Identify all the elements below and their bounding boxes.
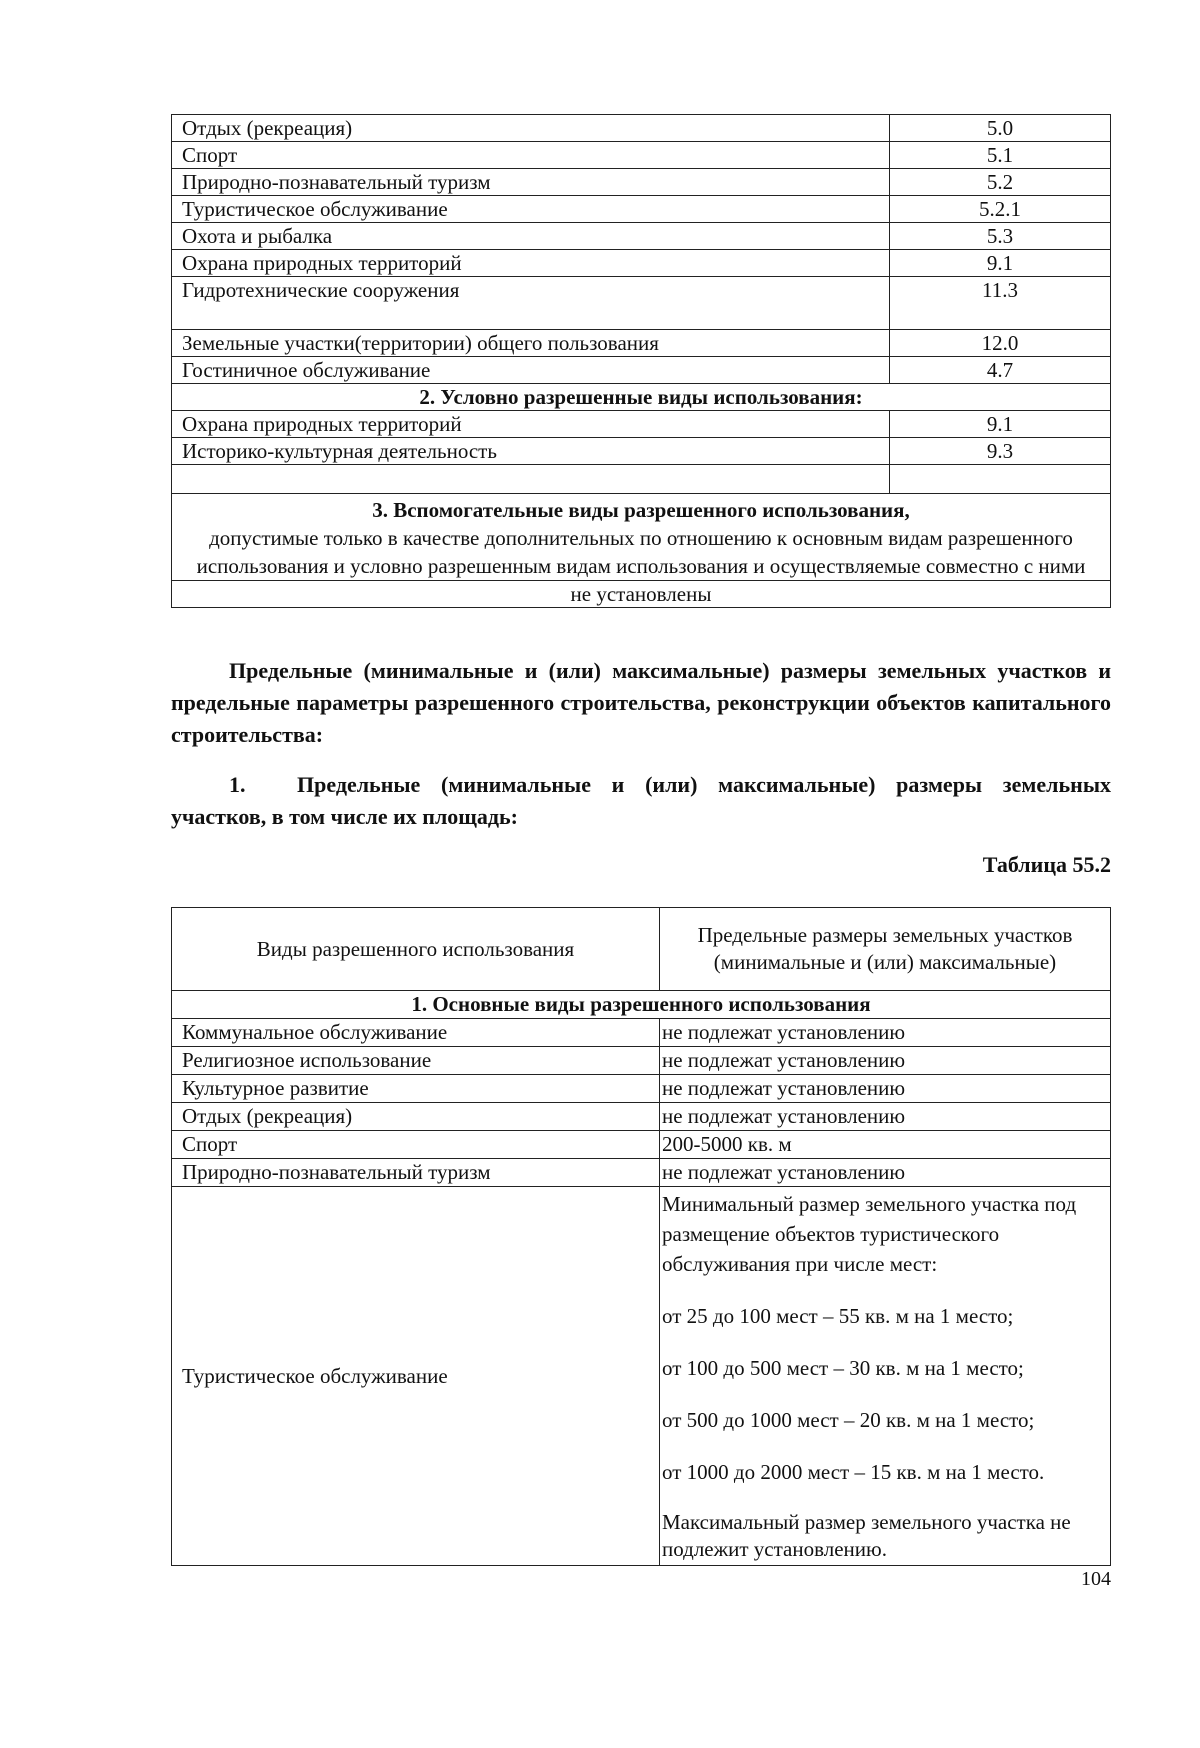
table-row (172, 1075, 1111, 1103)
use-name: Туристическое обслуживание (172, 196, 890, 223)
use-code: 5.3 (890, 223, 1111, 250)
tourism-name: Туристическое обслуживание (172, 1187, 660, 1566)
use-name: Земельные участки(территории) общего пользования (172, 330, 890, 357)
plot-size-table (171, 907, 1111, 1566)
tourism-line: от 1000 до 2000 мест – 15 кв. м на 1 место. (662, 1460, 1045, 1484)
table-row (172, 277, 1111, 330)
section-2-heading: 2. Условно разрешенные виды использования: (172, 384, 1111, 411)
permitted-uses-table (171, 114, 1111, 608)
limits-item-1 (171, 769, 1111, 833)
table-row (172, 223, 1111, 250)
use-code: 5.0 (890, 115, 1111, 142)
use-code: 4.7 (890, 357, 1111, 384)
plot-size-value: 200-5000 кв. м (660, 1131, 1111, 1159)
use-name: Спорт (172, 1131, 660, 1159)
use-code: 9.3 (890, 438, 1111, 465)
table-row (172, 330, 1111, 357)
use-name: Охрана природных территорий (172, 411, 890, 438)
use-code: 9.1 (890, 250, 1111, 277)
use-name: Культурное развитие (172, 1075, 660, 1103)
section-3-description: допустимые только в качестве дополнительных по отношению к основным видам разрешенного использования и условно разрешенным видам использования и осуществляемые совместно с ними (196, 526, 1086, 578)
use-code: 12.0 (890, 330, 1111, 357)
tourism-line: Минимальный размер земельного участка под размещение объектов туристического обслуживания при числе мест: (662, 1192, 1077, 1276)
table-row (172, 142, 1111, 169)
use-code: 5.1 (890, 142, 1111, 169)
empty-cell (172, 465, 890, 494)
limits-paragraph: Предельные (минимальные и (или) максимальные) размеры земельных участков и предельные параметры разрешенного строительства, реконструкции объектов капитального строительства: (171, 658, 1111, 747)
table-row (172, 411, 1111, 438)
table-row (172, 438, 1111, 465)
use-code: 5.2.1 (890, 196, 1111, 223)
use-code: 11.3 (890, 277, 1111, 330)
header-use-type: Виды разрешенного использования (172, 908, 660, 991)
table-row (172, 196, 1111, 223)
use-name: Отдых (рекреация) (172, 115, 890, 142)
use-name: Спорт (172, 142, 890, 169)
table-row (172, 250, 1111, 277)
use-name: Коммунальное обслуживание (172, 1019, 660, 1047)
plot-size-value: не подлежат установлению (660, 1159, 1111, 1187)
section-3-cell (172, 494, 1111, 581)
use-name: Отдых (рекреация) (172, 1103, 660, 1131)
tourism-line: Максимальный размер земельного участка не подлежит установлению. (662, 1510, 1071, 1561)
table-row (172, 169, 1111, 196)
tourism-line: от 500 до 1000 мест – 20 кв. м на 1 место; (662, 1408, 1035, 1432)
section-3-heading: 3. Вспомогательные виды разрешенного использования, (372, 498, 910, 522)
use-name: Историко-культурная деятельность (172, 438, 890, 465)
plot-size-value: не подлежат установлению (660, 1019, 1111, 1047)
use-code: 5.2 (890, 169, 1111, 196)
item-number: 1. (229, 772, 246, 797)
table-row (172, 1047, 1111, 1075)
tourism-line: от 25 до 100 мест – 55 кв. м на 1 место; (662, 1304, 1014, 1328)
table-caption: Таблица 55.2 (982, 852, 1111, 877)
use-name: Религиозное использование (172, 1047, 660, 1075)
page-number: 104 (1081, 1568, 1111, 1590)
table-row (172, 1019, 1111, 1047)
use-name: Охота и рыбалка (172, 223, 890, 250)
use-name: Природно-познавательный туризм (172, 169, 890, 196)
use-code: 9.1 (890, 411, 1111, 438)
empty-cell (890, 465, 1111, 494)
use-name: Гидротехнические сооружения (172, 277, 890, 330)
tourism-limits (660, 1187, 1111, 1566)
tourism-line: от 100 до 500 мест – 30 кв. м на 1 место; (662, 1356, 1024, 1380)
item-text: Предельные (минимальные и (или) максимальные) размеры земельных участков, в том числе их площадь: (171, 772, 1111, 829)
section-3-value: не установлены (172, 581, 1111, 608)
header-plot-size: Предельные размеры земельных участков (минимальные и (или) максимальные) (660, 908, 1111, 991)
plot-size-value: не подлежат установлению (660, 1075, 1111, 1103)
table-row (172, 1131, 1111, 1159)
table-row (172, 1159, 1111, 1187)
plot-size-value: не подлежат установлению (660, 1103, 1111, 1131)
table-row (172, 1103, 1111, 1131)
table-row (172, 357, 1111, 384)
use-name: Гостиничное обслуживание (172, 357, 890, 384)
plot-size-value: не подлежат установлению (660, 1047, 1111, 1075)
use-name: Охрана природных территорий (172, 250, 890, 277)
section-1-heading: 1. Основные виды разрешенного использования (172, 991, 1111, 1019)
table-row (172, 115, 1111, 142)
use-name: Природно-познавательный туризм (172, 1159, 660, 1187)
